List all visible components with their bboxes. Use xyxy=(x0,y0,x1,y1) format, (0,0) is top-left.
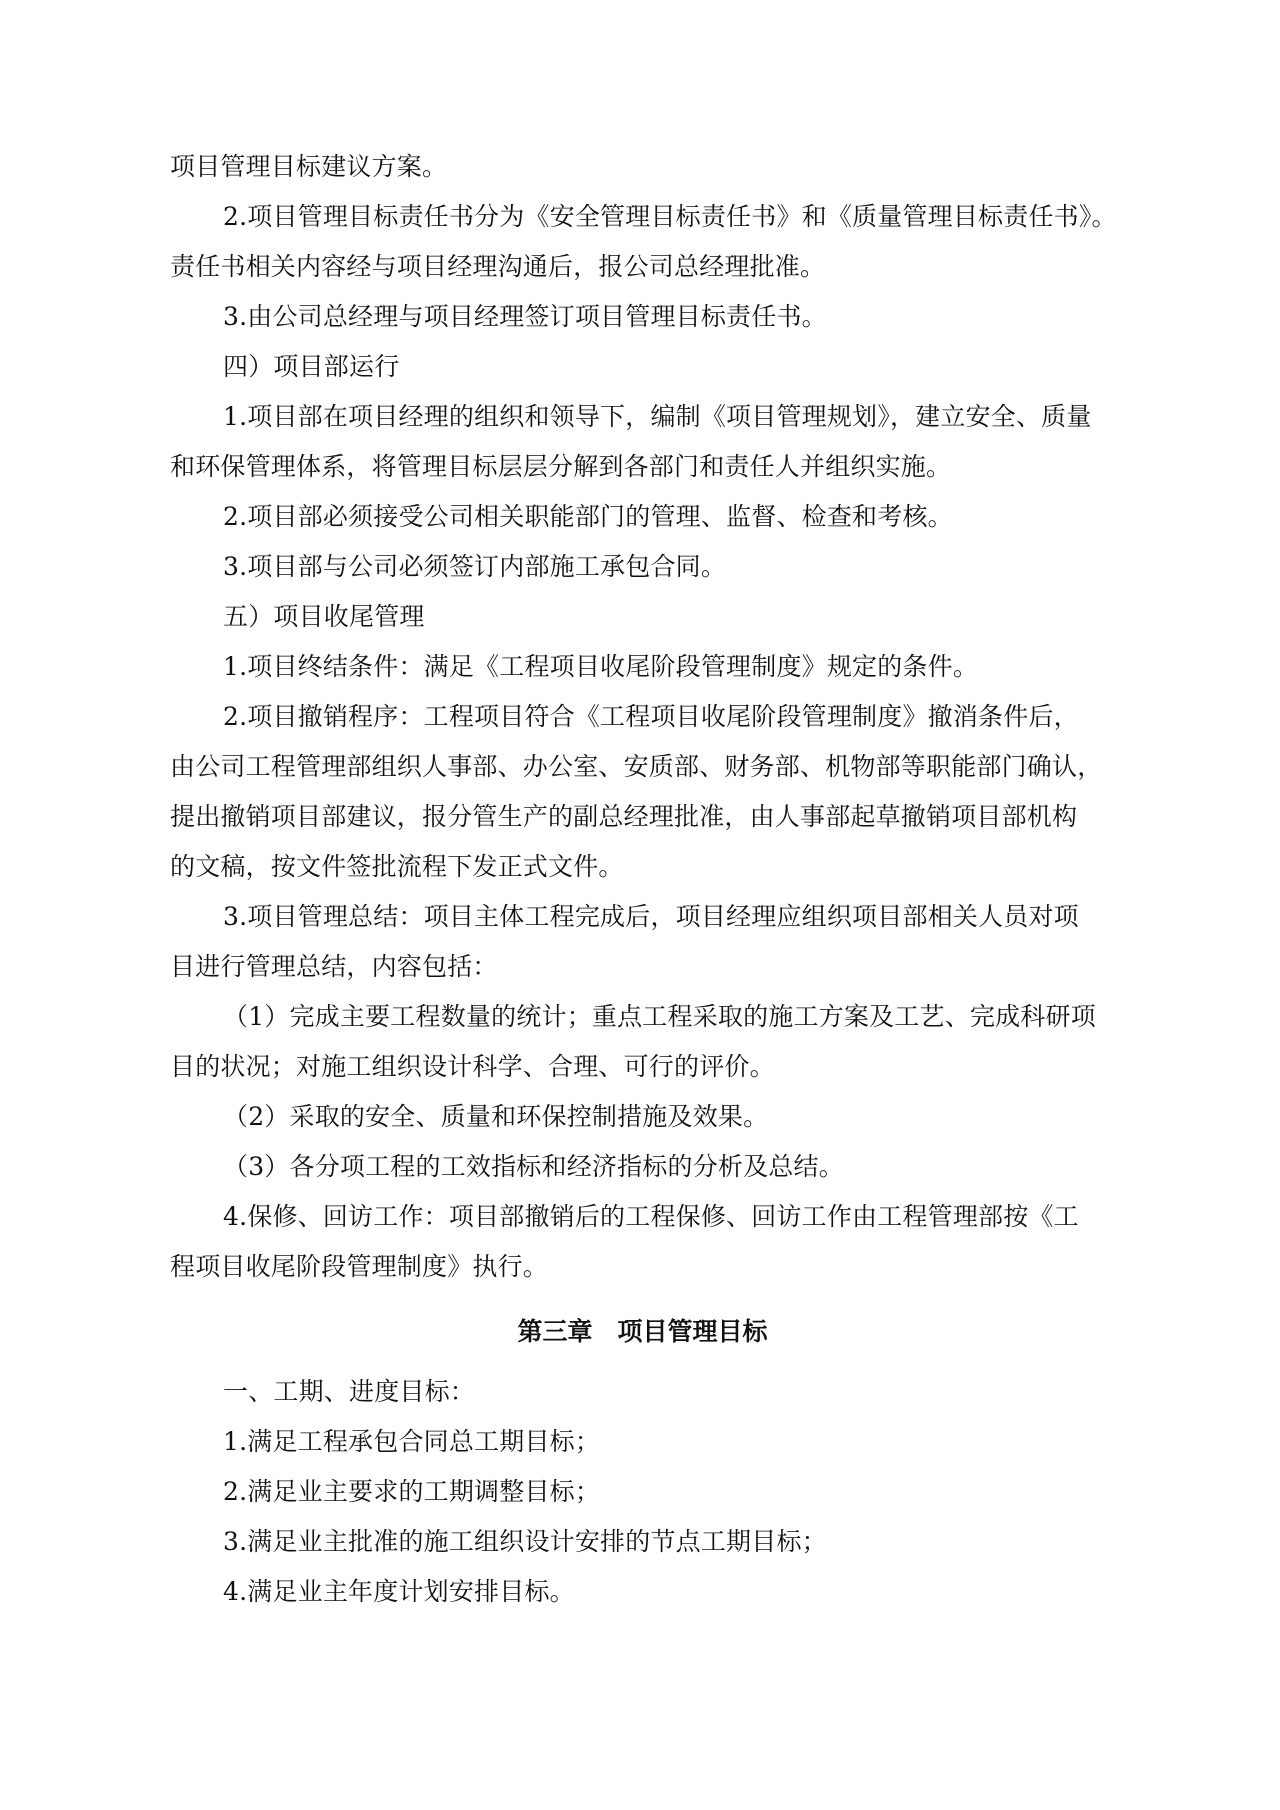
paragraph-line: 2.项目管理目标责任书分为《安全管理目标责任书》和《质量管理目标责任书》。 xyxy=(223,202,1117,231)
paragraph-line: 项目管理目标建议方案。 xyxy=(170,152,448,181)
paragraph-line: （2）采取的安全、质量和环保控制措施及效果。 xyxy=(223,1102,769,1131)
body-text-before xyxy=(170,142,1115,1292)
paragraph-line: 目的状况；对施工组织设计科学、合理、可行的评价。 xyxy=(170,1052,775,1081)
list-item: 2.满足业主要求的工期调整目标； xyxy=(223,1477,601,1506)
paragraph-line: 由公司工程管理部组织人事部、办公室、安质部、财务部、机物部等职能部门确认， xyxy=(170,752,1103,781)
paragraph-line: 提出撤销项目部建议，报分管生产的副总经理批准，由人事部起草撤销项目部机构 xyxy=(170,802,1078,831)
paragraph-line: 3.项目部与公司必须签订内部施工承包合同。 xyxy=(223,552,727,581)
body-text-after xyxy=(170,1367,1115,1617)
section-heading: 一、工期、进度目标： xyxy=(223,1377,476,1406)
list-item: 1.满足工程承包合同总工期目标； xyxy=(223,1427,601,1456)
paragraph-line: 和环保管理体系，将管理目标层层分解到各部门和责任人并组织实施。 xyxy=(170,452,952,481)
paragraph-line: （3）各分项工程的工效指标和经济指标的分析及总结。 xyxy=(223,1152,844,1181)
paragraph-line: 的文稿，按文件签批流程下发正式文件。 xyxy=(170,852,624,881)
document-page xyxy=(170,142,1115,1617)
section-heading: 四）项目部运行 xyxy=(223,352,400,381)
paragraph-line: 责任书相关内容经与项目经理沟通后，报公司总经理批准。 xyxy=(170,252,826,281)
paragraph-line: 2.项目撤销程序：工程项目符合《工程项目收尾阶段管理制度》撤消条件后， xyxy=(223,702,1079,731)
paragraph-line: 目进行管理总结，内容包括： xyxy=(170,952,498,981)
chapter-title: 第三章 项目管理目标 xyxy=(517,1317,768,1346)
paragraph-line: 3.由公司总经理与项目经理签订项目管理目标责任书。 xyxy=(223,302,827,331)
paragraph-line: 1.项目终结条件：满足《工程项目收尾阶段管理制度》规定的条件。 xyxy=(223,652,979,681)
paragraph-line: 4.保修、回访工作：项目部撤销后的工程保修、回访工作由工程管理部按《工 xyxy=(223,1202,1079,1231)
list-item: 3.满足业主批准的施工组织设计安排的节点工期目标； xyxy=(223,1527,827,1556)
section-heading: 五）项目收尾管理 xyxy=(223,602,425,631)
paragraph-line: （1）完成主要工程数量的统计；重点工程采取的施工方案及工艺、完成科研项 xyxy=(223,1002,1096,1031)
paragraph-line: 3.项目管理总结：项目主体工程完成后，项目经理应组织项目部相关人员对项 xyxy=(223,902,1079,931)
list-item: 4.满足业主年度计划安排目标。 xyxy=(223,1577,575,1606)
paragraph-line: 程项目收尾阶段管理制度》执行。 xyxy=(170,1252,549,1281)
paragraph-line: 1.项目部在项目经理的组织和领导下，编制《项目管理规划》，建立安全、质量 xyxy=(223,402,1092,431)
paragraph-line: 2.项目部必须接受公司相关职能部门的管理、监督、检查和考核。 xyxy=(223,502,953,531)
